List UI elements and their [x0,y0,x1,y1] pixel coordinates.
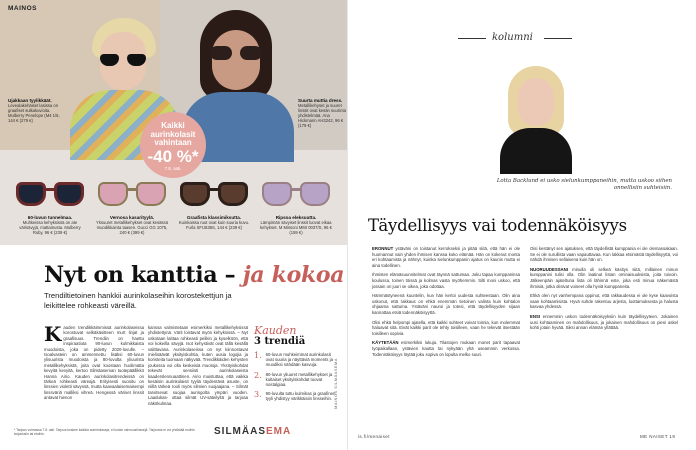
vertical-label: MAINOS SILMÄASEMA [334,358,338,409]
drop-cap: K [44,325,62,346]
product-glasses-4 [260,182,332,212]
divider [458,38,486,39]
product-caption-4: Ripsoa eleksuutta. Lämpimän sävyiset linssit luovat eikaa kehykset. M Missoni MMI 0037/S, 96 € (159 €) [260,215,332,235]
body-column-left: ERONNUT ystäväni on toistanut kerrokseksi ja pitää siitä, että hän ei ole huomannut vain yhden ihmisen kanssa koko elämää. Hän on kokenut monta eri kohtaamista ja nähnyt, kuinka sielunkumppanin ajatus on kaunis mutta ei aina todellinen. Ihmisten elämäsuunnitelmat ovat täynnä sattumaa. Joku tapaa kumppaninsa koulussa, toinen töissä ja kolmas vasta myöhemmin. Silti moni uskoo, että jossain on juuri se oikea, joka odottaa. Hämmästyneenä kuuntelin, kun hän kertoi uudesta suhteestaan. Olin aina uskonut, että rakkaus on ehkä enemmän tietoinen valinta kuin kohtalon ohjaama sattuma. Ystäväni nauroi ja totesi, että täydellisyyden sijaan kannattaa etsiä todennäköisyyttä. Olisi ehkä helpompi ajatella, että kaikki suhteet voivat toimia, kun molemmat haluavat sitä. Eivät kaikki parit ole tehty toisilleen, vaan he tekevät itsestään toisilleen sopivia. KÄYTETÄÄN esimerkiksi lukuja. Tilastojen mukaan monet parit tapaavat työpaikallaan, ystävien kautta tai nykyään yhä useammin verkossa. Todennäköisyys löytää joku sopiva on lopulta melko suuri. [372,246,520,357]
page-footer-right: ME NAISET 19 [640,434,676,439]
product-glasses-3 [178,182,250,212]
article-headline: Nyt on kanttia – ja kokoa [44,262,345,288]
model-1-sunglasses [100,54,146,66]
model-2-face [212,30,260,90]
section-tag: MAINOS [8,5,37,12]
author-photo [496,62,576,174]
divider [544,38,572,39]
product-caption-3: Graafista klassimiksutta. Kuinkaissa ruut ovat kuin suuria kuvu. Furla SFU538S, 144 € (239 €) [178,215,250,230]
column-label: kolumni [492,32,533,43]
product-glasses-1 [14,182,86,212]
trend-item: 2. 80-luvun yliuuret metallikehykset ja kultaiset yksityiskohdat tuovat nostalgiaa. [254,370,333,388]
caption-model-2: Suurta muttia dress. Metallikehyset ja suuret linssit ovat kesän suurinta yhdistelmää. Ana Hickmann AH3242, 96 € (179 €) [298,98,346,128]
body-column-1: Kauden trendikkäimmissä aurinkolaseissa korostuvat selkäkäsitteen murt linjat ja graafisuus. Trendiin on haettu inspiraatiota 90-luvun kulmikkaista muodoista, joka on pidetty 2020-luvulle. – Isoalvastein on ammennettu lisäksi 60-luvun ylisuurista muodoista ja 80-luvulta yliuurista metallikehyksistä, joita ovat koostaan huolimatta kevyitä kevyitä, kertoo Silmäaseman tuotepäällikkö Hanna Airio. Kauden aurinkolasitrendeissä on tärkeä rohkeasti väreajä. Erityisesti suositu on linssien violetti sävyssä, mutta kaavaalaisemaisempi linssväriä malliksi vihreä. Hengessä väriset linssit antavat hienon [44,325,144,401]
sidebar-subtitle: 3 trendiä [254,336,306,347]
page-footer-left: is.fi/menaiset [358,434,390,439]
right-page-column [348,0,696,450]
silmaasema-logo: SILMÄASEMA [214,426,292,437]
article-lead: Trendiltietoinen hankkii aurinkolaseihin korostekettjun ja leikittelee rohkeasti väreillä. [44,291,232,310]
body-column-right: Oisi kestänyt sen ajatuksen, että täydellistä kumppania ei ole olemassakaan. Se ei ole surullista vaan vapauttavaa. Kun lakkaa etsimästä täydellisyyttä, voi nähdä ihmisen sellaisena kuin hän on. NUORUUDESSANI minulla oli selkeä käsitys siitä, millainen minun kumppanini tulisi olla. Olin laatinut listan ominaisuuksista, joita toivoin. Jälkeenpäin ajateltuna lista oli lähinnä este, joka esti minua näkemästä ihmisiä, jotka olisivat voineet olla hyviä kumppaneita. Ehkä olen nyt vanhempana oppinut, että rakkaudessa ei ole kyse kaavoista vaan kohtaamisista. Hyvä suhde rakentuu arjesta, luottamuksesta ja halusta kasvaa yhdessä. ENSI ennemmin uskon todennäköisyyksiin kuin täydellisyyteen. Jokainen uusi kohtaaminen on mahdollisuus, ja jokainen mahdollisuus on pieni askel kohti jotain hyvää. Siksi annan elämän yllättää. [530,246,678,331]
trend-item: 3. 90-luvulta tuttu kulmikas ja graafinen tyyli yhdistyy värikkäisiin linsseihin. [254,390,336,402]
discount-badge: Kaikki aurinkolasit vahintaan -40 %* 7.8. asti. [140,112,206,178]
sidebar-title: Kauden [254,324,297,337]
model-2-sunglasses [210,46,262,60]
trend-item: 1. 60-luvun muhkeimmat aurinkolasit ovat suuria ja näyttäviä moments ja muodiksi nähdään kasvuja. [254,351,333,368]
body-column-2: kanssa valmistetaan esimerkiksi metallikehyksissä yhdistettynä. Värit loistavat myös kehyksissä. – Nyt uskotaan laittaa rohkeasti pelikin ja kyselköön, että voi kokeilla sävyjä. Isot kehystivät ovat tällä kesällä valittavana. Aurinkolaseissa on nyt kiinnostavat mielisäävät yksityiskohtia, kuten uusia logojia ja koristeita tuomaan näkyvää. Trendikkäiden kehysten joukossa voi olla keskeisiä muotoja. Yksityiskohdat tekevät sensiisti aurinkolaseista kaaderslennuaattinen. Airio muistuttaa, että vaikka kesäisin aurinkolaisit tyyliä täydentävä asuste, on niillä tärkeä rooli myös silmien suojaajana. – Silmät tarvitsevat suojaa auringolta ympäri vuoden. Laadukas- ottaa silmät UV-säteilyltä ja tarjoaa näkökulmaa. [148,325,248,406]
article-title: Täydellisyys vai todennäköisyys [368,216,627,235]
hero-photo [0,0,348,245]
trends-sidebar [254,325,338,406]
product-caption-2: Vernosa kasarityylä. Yksuuret metallikehykset ovat kesässä muodikkainta taasen. Gucci GG 1075, 240 € (399 €) [96,215,168,235]
product-glasses-2 [96,182,168,212]
photo-caption: Lotta Backlund ei usko sielunkumppaneihin, mutta uskoo siihen onnellisiin suhteisiin. [496,178,672,191]
product-caption-1: 60-luvun tunnelmaa. Muhkeissa kehyksissä on ate värisävyjä, mattamusta. Mulberry Ruby, 96 € (239 €) [19,215,81,235]
footnote: * Tarjous voimassa 7.8. asti. Tarjous koskee kaikkia aurinkolaseja, ei koske vahvuuslinssejä. Tarjousta ei voi yhdistää muihin tarjouksiin tai etuihin. [14,428,195,436]
caption-model-1: Ujakkaan tyylikkäät. Levealakehäiset lasissa on graafiset sulkakuvioita. Mulberry Penelope (M4 1/6, 144 € (279 €) [8,98,60,123]
